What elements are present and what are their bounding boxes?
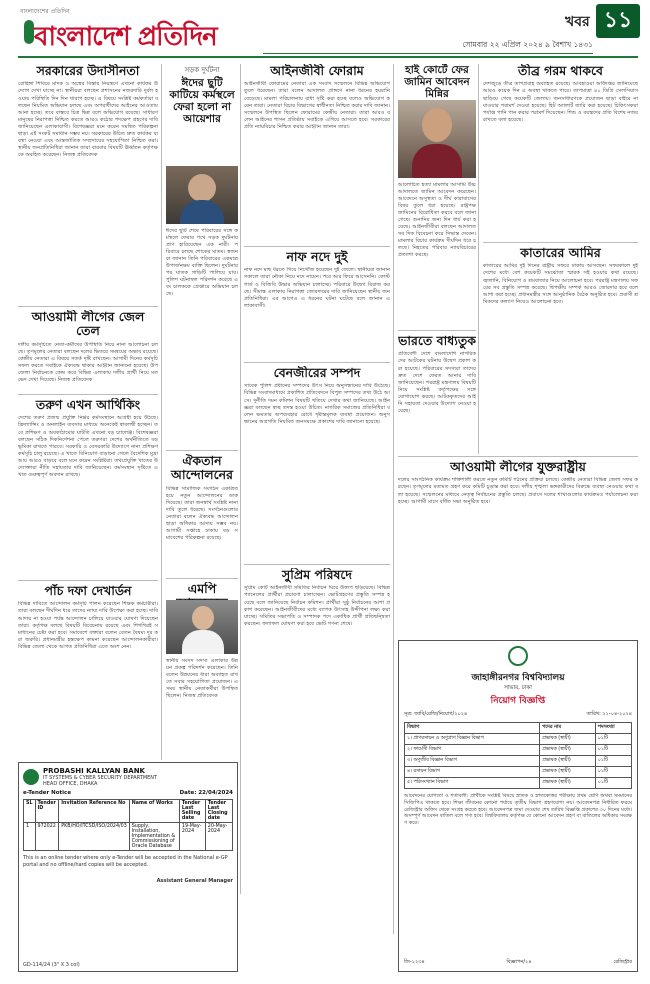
article-awami-usa[interactable] [398,460,638,636]
table-cell: 1 [24,823,36,851]
news-photo[interactable] [398,100,476,178]
article-body: বিভিন্ন দাবিতে আন্দোলন কর্মসূচি পালন করেছেন শিক্ষক কর্মচারীরা। তারা বলছেন দীর্ঘদিন ধরে তাদের ন্যায্য দাবি উপেক্ষা করা হচ্ছে। দাবি আদায় না হওয়া পর্যন্ত আন্দোলন চালিয়ে যাওয়ার ঘোষণা দিয়েছেন তারা। কর্তৃপক্ষ বলছে বিষয়টি বিবেচনায় রয়েছে এবং শিগগিরই সমাধানের চেষ্টা করা হবে। সমাবেশে বক্তারা বলেন বেতন বৈষম্য দূর করা জরুরি। প্রধানমন্ত্রীর হস্তক্ষেপ কামনা করেছেন আন্দোলনকারীরা। বিভিন্ন জেলা থেকে আগত প্রতিনিধিরা এতে অংশ নেন। [18,601,158,650]
column-divider [240,64,241,894]
table-row [405,734,632,745]
ad-heading: নিয়োগ বিজ্ঞপ্তি [490,696,546,706]
ad-notice-title: e-Tender Notice [23,790,72,796]
article-body: কাতারের আমির দুই দিনের রাষ্ট্রীয় সফরে ঢাকায় আসছেন। সফরকালে দুই দেশের মধ্যে বেশ কয়েকটি সমঝোতা স্মারক সই হওয়ার কথা রয়েছে। জ্বালানি, বিনিয়োগ ও শ্রমবাজার নিয়ে আলোচনা হবে। পররাষ্ট্র মন্ত্রণালয় সফরের সব প্রস্তুতি সম্পন্ন করেছে। দ্বিপক্ষীয় সম্পর্ক আরও জোরদার হবে বলে আশা করা হচ্ছে। প্রধানমন্ত্রীর সঙ্গে আনুষ্ঠানিক বৈঠক অনুষ্ঠিত হবে। প্রবাসী শ্রমিকদের কল্যাণ নিয়েও আলোচনা হবে। [483,263,638,305]
table-cell: প্রভাষক (স্থায়ী) [540,734,596,745]
ad-footer-ref: বিজ্ঞাপন/২৪ [506,959,532,965]
ad-body-text: আবেদনের যোগ্যতা ও শর্তাবলী: প্রার্থীকে সংশ্লিষ্ট বিষয়ে স্নাতক ও স্নাতকোত্তর পরীক্ষায় প্রথম শ্রেণি অথবা সমমানের সিজিপিএ থাকতে হবে। শিক্ষা জীবনের কোনো পর্যায়ে তৃতীয় বিভাগ গ্রহণযোগ্য নয়। আবেদনপত্র নির্ধারিত ফরমে রেজিস্ট্রার অফিস থেকে সংগ্রহ করতে হবে। আবেদনপত্র জমা দেওয়ার শেষ তারিখ বিজ্ঞপ্তি প্রকাশের ৩০ দিনের মধ্যে। অসম্পূর্ণ আবেদন বাতিল বলে গণ্য হবে। বিশ্ববিদ্যালয় কর্তৃপক্ষ যে কোনো আবেদন গ্রহণ বা বাতিলের অধিকার সংরক্ষণ করে। [404,793,632,827]
article-awami-jail[interactable] [18,310,158,392]
article-body: আইনজীবী ফোরামের নেতারা এক সংবাদ সম্মেলনে বিভিন্ন অভিযোগ তুলে ধরেছেন। তারা বলেন আদালত প্রাঙ্গণে নানা ধরনের হয়রানি বেড়েছে। মামলা পরিচালনায় বাধা সৃষ্টি করা হচ্ছে বলেও অভিযোগ করেন তারা। নেতারা বিচার বিভাগের স্বাধীনতা নিশ্চিত করার দাবি জানান। সম্মেলনে উপস্থিত ছিলেন ফোরামের কেন্দ্রীয় নেতারা। তারা আরও বলেন আইনের শাসন প্রতিষ্ঠায় সবাইকে এগিয়ে আসতে হবে। সরকারের প্রতি ন্যায়বিচার নিশ্চিত করার আহ্বান জানান তারা। [244,81,390,130]
table-cell: Supply, Installation, Implementation & Commissioning of Oracle Database [129,823,179,851]
article-divider [166,578,238,579]
article-divider [18,580,158,581]
article-title: ঐকতান আন্দোলনের [171,454,233,483]
article-body: রোহিঙ্গা শিবিরে মাদক ও অস্ত্রের বিস্তার নিয়ন্ত্রণে এখনো কার্যকর উদ্যোগ দেখা যাচ্ছে না। স্থানীয়রা বলছেন প্রশাসনের নজরদারি দুর্বল হওয়ায় পরিস্থিতি দিন দিন খারাপ হচ্ছে। এ বিষয়ে সংশ্লিষ্ট কর্মকর্তারা বলছেন নিয়মিত অভিযান চলছে এবং অপরাধীদের আইনের আওতায় আনা হচ্ছে। তবে বাস্তবে চিত্র ভিন্ন বলে অভিযোগ রয়েছে। সাধারণ মানুষের নিরাপত্তা নিশ্চিত করতে আরও কঠোর পদক্ষেপ গ্রহণের দাবি জানিয়েছেন এলাকাবাসী। বিশেষজ্ঞরা মনে করেন সমন্বিত পরিকল্পনা ছাড়া এই সংকট সমাধান সম্ভব নয়। সরকারের উচিত দ্রুত কার্যকর ব্যবস্থা নেওয়া এবং আন্তর্জাতিক সম্প্রদায়ের সহযোগিতা নিশ্চিত করা। স্থানীয় জনপ্রতিনিধিরা জানান তারা বারবার বিষয়টি ঊর্ধ্বতন কর্তৃপক্ষকে অবহিত করেছেন। নিজস্ব প্রতিবেদক [18,81,158,159]
page-number: ১১ [596,4,640,38]
article-title: ভারতে বাধ্যতুক [398,334,476,348]
article-divider [244,564,390,565]
bank-logo-icon [23,769,39,785]
ad-header [23,767,233,787]
ad-reference: সূত্র: জাবি/রেজি/নিয়োগ/২০২৪ [404,711,468,717]
article-qatar[interactable] [483,246,638,454]
table-cell: ০১টি [595,745,631,756]
column-divider [161,64,162,760]
ad-date: Date: 22/04/2024 [179,790,233,796]
article-body: নাফ নদে মাছ ধরতে গিয়ে নিখোঁজ হয়েছেন দুই জেলে। স্থানীয়রা জানান সকালে তারা নৌকা নিয়ে নদে নামেন। পরে আর ফিরে আসেননি। কোস্টগার্ড ও বিজিবি উদ্ধার অভিযান চালাচ্ছে। পরিবারে উদ্বেগ বিরাজ করছে। সীমান্ত এলাকায় নিরাপত্তা জোরদারের দাবি জানিয়েছেন স্থানীয় জনপ্রতিনিধিরা। এর আগেও এ ধরনের ঘটনা ঘটেছে বলে জানান এলাকাবাসী। [244,267,390,309]
article-body: প্রতিবেশী দেশে বাংলাদেশি নাগরিকদের আটকের ঘটনায় উদ্বেগ প্রকাশ করা হয়েছে। পরিবারের সদস্যরা তাদের দ্রুত দেশে ফেরত আনার দাবি জানিয়েছেন। পররাষ্ট্র মন্ত্রণালয় বিষয়টি নিয়ে সংশ্লিষ্ট কর্তৃপক্ষের সঙ্গে যোগাযোগ করছে। আটককৃতদের আইনি সহায়তা দেওয়ার উদ্যোগ নেওয়া হয়েছে। [398,351,476,415]
article-title: নাফ নদে দুই [286,250,348,264]
table-header: বিভাগ [405,723,540,734]
table-cell: প্রভাষক (স্থায়ী) [540,745,596,756]
article-kicker: সড়ক দুর্ঘটনা [184,66,220,74]
article-title: কাতারের আমির [520,246,601,260]
article-title: ঈদের ছুটি কাটিয়ে কর্মস্থলে ফেরা হলো না আয়েশার [169,77,235,126]
column-divider [478,64,479,454]
table-cell: প্রভাষক (স্থায়ী) [540,756,596,767]
table-header: Invitation Reference No [59,800,130,823]
university-seal-icon [508,646,528,666]
table-header-row [24,800,233,823]
article-divider [18,394,158,395]
table-header-row [405,723,632,734]
table-cell: প্রভাষক (স্থায়ী) [540,767,596,778]
article-title: বেনজীরের সম্পদ [273,366,361,380]
vacancy-table [404,722,632,789]
column-divider [393,64,394,934]
article-body: আলোচিত হত্যা মামলার আসামি উচ্চ আদালতে জামিন আবেদন করেছেন। আবেদনে অসুস্থতা ও দীর্ঘ কারাবাসের বিষয় তুলে ধরা হয়েছে। রাষ্ট্রপক্ষ জামিনের বিরোধিতা করবে বলে জানা গেছে। শুনানির জন্য দিন ধার্য করা হয়েছে। আইনজীবীরা বলছেন আদালত সব দিক বিবেচনা করে সিদ্ধান্ত দেবেন। মামলার বিচার কার্যক্রম দীর্ঘদিন ধরে চলছে। নিহতের পরিবার ন্যায়বিচারের প্রত্যাশা করছে। [398,182,476,258]
article-body: সাবেক পুলিশ প্রধানের সম্পদের উৎস নিয়ে অনুসন্ধানের দাবি উঠেছে। বিভিন্ন সংবাদমাধ্যমে প্রকাশিত প্রতিবেদনে বিপুল সম্পদের তথ্য উঠে আসে। দুর্নীতি দমন কমিশন বিষয়টি খতিয়ে দেখার কথা জানিয়েছে। আইনজ্ঞরা বলছেন স্বচ্ছ তদন্ত হওয়া উচিত। নাগরিক সমাজের প্রতিনিধিরা বলেন ক্ষমতার অপব্যবহার রোধে দৃষ্টান্তমূলক ব্যবস্থা প্রয়োজন। অনুসন্ধানের অগ্রগতি নিয়মিত জনসমক্ষে প্রকাশের দাবি জানানো হয়েছে। [244,383,390,425]
masthead-rule [18,56,638,58]
ad-university-title: জাহাঙ্গীরনগর বিশ্ববিদ্যালয় [471,673,565,683]
article-title: আওয়ামী লীগের যুক্তরাষ্ট্রীয় [450,460,586,474]
article-divider [398,456,638,457]
logo-mark-icon [24,20,34,44]
article-benazir[interactable] [244,366,390,562]
table-cell: 19-May-2024 [179,823,205,851]
article-title: তরুণ এখন আর্থিকিং [35,398,141,412]
article-body: বিভিন্ন সামাজিক সংগঠন একত্রিত হয়ে নতুন আন্দোলনের ডাক দিয়েছে। তারা জনস্বার্থ সংশ্লিষ্ট নানা দাবি তুলে ধরেছে। সংগঠনগুলোর নেতারা বলেন ঐক্যবদ্ধ আন্দোলন ছাড়া অধিকার আদায় সম্ভব নয়। আগামী সপ্তাহে ঢাকায় বড় সমাবেশের পরিকল্পনা রয়েছে। [166,485,238,542]
ad-footer-text: This is an online tender where only e-Tender will be accepted in the National e-GP portal and no offline/hard copies will be accepted. [23,855,228,868]
article-divider [244,362,390,363]
article-body: সুপ্রিম কোর্ট আইনজীবী সমিতির নির্বাচন ঘিরে উত্তাপ ছড়িয়েছে। বিভিন্ন প্যানেলের প্রার্থীরা প্রচারণা চালাচ্ছেন। ভোটগ্রহণের প্রস্তুতি সম্পন্ন হয়েছে বলে জানিয়েছে নির্বাচন কমিশন। প্রার্থীরা সুষ্ঠু নির্বাচনের আশা প্রকাশ করেছেন। আইনজীবীদের মধ্যে ব্যাপক উৎসাহ উদ্দীপনা লক্ষ্য করা যাচ্ছে। সমিতির সভাপতি ও সম্পাদক পদে একাধিক প্রার্থী প্রতিদ্বন্দ্বিতা করছেন। ফলাফল ঘোষণা করা হবে ভোট গণনা শেষে। [244,585,390,627]
table-cell: ২। ফার্মেসী বিভাগ [405,745,540,756]
section-label: খবর [565,14,590,30]
article-title: হাই কোর্টে ফের জামিন আবেদন মিন্নির [404,64,470,101]
article-body: দেশজুড়ে তীব্র তাপপ্রবাহ অব্যাহত রয়েছে। আবহাওয়া অধিদপ্তর জানিয়েছে আরও কয়েক দিন এ অবস্থা থাকতে পারে। তাপমাত্রা ৪০ ডিগ্রি সেলসিয়াস ছাড়িয়ে গেছে কয়েকটি জেলায়। জনসাধারণকে প্রয়োজন ছাড়া বাইরে না যাওয়ার পরামর্শ দেওয়া হয়েছে। হিট অ্যালার্ট জারি করা হয়েছে। চিকিৎসকরা পর্যাপ্ত পানি পান করার পরামর্শ দিয়েছেন। শিশু ও বয়স্কদের প্রতি বিশেষ নজর রাখতে বলা হয়েছে। [483,81,638,123]
article-title: আওয়ামী লীগের জেল তেল [31,310,145,339]
ad-footer-code: জি-১২৩৪ [404,959,425,965]
table-row [405,767,632,778]
table-cell: 20-May-2024 [205,823,232,851]
table-row [405,756,632,767]
article-supreme[interactable] [244,568,390,894]
table-cell: ৩। অণুজীব বিজ্ঞান বিভাগ [405,756,540,767]
ad-gd-code: GD-114/24 (3" X 3 col) [23,962,80,968]
logo-wordmark: বাংলাদেশ প্রতিদিন [34,22,217,52]
ad-signatory: রেজিস্ট্রার [613,959,632,965]
logo-tagline: বাংলাদেশের প্রতিদিন [20,8,70,15]
table-header: Tender Last Selling date [179,800,205,823]
table-cell: 972022 [35,823,59,851]
table-cell: ০১টি [595,778,631,789]
table-cell: ০১টি [595,734,631,745]
news-photo[interactable] [166,600,238,654]
ad-org: PROBASHI KALLYAN BANK [43,767,145,775]
article-body: দেশের তরুণ প্রজন্ম প্রযুক্তি নির্ভর কর্মসংস্থানে আগ্রহী হয়ে উঠছে। ফ্রিল্যান্সিং ও অনলাইন ব্যবসার মাধ্যমে অনেকেই স্বাবলম্বী হচ্ছেন। তবে প্রশিক্ষণ ও অবকাঠামোর ঘাটতি এখনো বড় চ্যালেঞ্জ। বিশেষজ্ঞরা বলছেন সঠিক দিকনির্দেশনা পেলে তরুণরা দেশের অর্থনীতিতে বড় ভূমিকা রাখতে পারবে। সরকারি ও বেসরকারি উদ্যোগে নানা প্রশিক্ষণ কর্মসূচি চালু রয়েছে। এ খাতে বিনিয়োগ বাড়ানো গেলে বৈদেশিক মুদ্রা আয় আরও বাড়বে বলে মনে করেন সংশ্লিষ্টরা। তথ্যপ্রযুক্তি খাতের উদ্যোক্তারা নীতি সহায়তার দাবি জানিয়েছেন। কর্মসংস্থান সৃষ্টিতে এ খাত গুরুত্বপূর্ণ অবদান রাখছে। [18,415,158,479]
article-sarkar[interactable] [18,64,158,304]
table-cell: ০১টি [595,767,631,778]
article-divider [18,306,158,307]
ad-university-sub: সাভার, ঢাকা [504,685,532,691]
article-divider [483,242,638,243]
ad-signatory: Assistant General Manager [156,878,233,884]
article-title: এমপি [187,582,217,596]
news-photo[interactable] [166,166,238,224]
article-tarun[interactable] [18,398,158,578]
table-cell: ৪। রসায়ন বিভাগ [405,767,540,778]
newspaper-logo[interactable] [20,8,260,56]
table-cell: প্রভাষক (স্থায়ী) [540,778,596,789]
article-title: পাঁচ দফা দেখার্ডন [44,584,132,598]
article-divider [166,450,238,451]
tender-table [23,799,233,851]
ad-date: তারিখ: ২১-০৪-২০২৪ [586,711,632,717]
table-header: Tender Last Closing date [205,800,232,823]
article-divider [244,246,390,247]
article-ainjibi[interactable] [244,64,390,244]
table-row [405,778,632,789]
article-oikotan[interactable] [166,454,238,576]
table-row [24,823,233,851]
table-header: Tender ID [35,800,59,823]
article-divider [398,330,476,331]
article-body: দলের সাংগঠনিক কার্যক্রম শক্তিশালী করতে নতুন কমিটি গঠনের প্রক্রিয়া চলছে। কেন্দ্রীয় নেতারা বিভিন্ন জেলা সফর করছেন। তৃণমূলের মতামত গ্রহণ করে কমিটি চূড়ান্ত করা হবে। দলীয় শৃঙ্খলা ভঙ্গকারীদের বিরুদ্ধে ব্যবস্থা নেওয়ার কথা বলা হয়েছে। সম্মেলনের মাধ্যমে নেতৃত্ব নির্বাচনের প্রস্তুতি চলছে। প্রবাসে দলের শাখাগুলোর কার্যক্রমও পর্যালোচনা করা হচ্ছে। আগামী মাসে বর্ধিত সভা অনুষ্ঠিত হবে। [398,477,638,505]
article-title: তীব্র গরম থাকবে [517,64,603,78]
article-naf[interactable] [244,250,390,360]
table-cell: ০১টি [595,756,631,767]
article-title: আইনজীবী ফোরাম [270,64,364,78]
article-body: দলীয় কর্মসূচিতে নেতা-কর্মীদের উপস্থিতি নিয়ে নানা আলোচনা চলছে। তৃণমূলের নেতারা বলছেন দলের ভিতরে সমন্বয়ের অভাব রয়েছে। কেন্দ্রীয় নেতারা এ বিষয়ে সতর্ক দৃষ্টি রাখছেন। আগামী দিনের কর্মসূচি সফল করতে সবাইকে ঐক্যবদ্ধ থাকার আহ্বান জানানো হয়েছে। উপজেলা নির্বাচনকে কেন্দ্র করে বিভিন্ন এলাকায় দলীয় প্রার্থী নিয়ে মতভেদ দেখা দিয়েছে। নিজস্ব প্রতিবেদক [18,341,158,384]
article-title: সুপ্রিম পরিষদে [282,568,352,582]
article-panch-dofa[interactable] [18,584,158,758]
table-cell: ১। প্রাণরসায়ন ও অণুপ্রাণ বিজ্ঞান বিভাগ [405,734,540,745]
article-india[interactable] [398,334,476,454]
table-cell: PKB/HO/ITCSD/ISO/2024/03 [59,823,130,851]
tender-notice-ad[interactable] [18,762,238,972]
table-row [405,745,632,756]
table-header: পদসংখ্যা [595,723,631,734]
dateline: সোমবার ২২ এপ্রিল ২০২৪ ৯ বৈশাখ ১৪৩১ [263,40,593,54]
article-heat[interactable] [483,64,638,240]
article-body: ঈদের ছুটি শেষে পরিবারের সঙ্গে কর্মস্থলে ফেরার পথে সড়ক দুর্ঘটনায় প্রাণ হারিয়েছেন এক নারী। পরিবারে চলছে শোকের মাতম। স্বজনরা জানান তিনি পরিবারের একমাত্র উপার্জনক্ষম ব্যক্তি ছিলেন। দুর্ঘটনার পর ঘাতক গাড়িটি পালিয়ে যায়। পুলিশ ঘটনাস্থল পরিদর্শন করেছে এবং চালককে গ্রেপ্তারে অভিযান চলছে। [166,228,238,297]
article-title: সরকারের উদাসীনতা [36,64,140,78]
table-header: Name of Works [129,800,179,823]
table-cell: ৫। পরিসংখ্যান বিভাগ [405,778,540,789]
recruitment-notice-ad[interactable] [398,640,638,972]
ad-dept: IT SYSTEMS & CYBER SECURITY DEPARTMENT [43,775,158,781]
masthead [0,0,650,60]
table-header: SL [24,800,36,823]
table-header: পদের নাম [540,723,596,734]
article-body: স্থানীয় সংসদ সদস্য এলাকার উন্নয়ন প্রকল্প পরিদর্শন করেছেন। তিনি বলেন উন্নয়নের ধারা অব্যাহত রাখতে সবার সহযোগিতা প্রয়োজন। এ সময় স্থানীয় নেতাকর্মীরা উপস্থিত ছিলেন। নিজস্ব প্রতিবেদক [166,658,238,699]
ad-address: HEAD OFFICE, DHAKA [43,781,98,787]
